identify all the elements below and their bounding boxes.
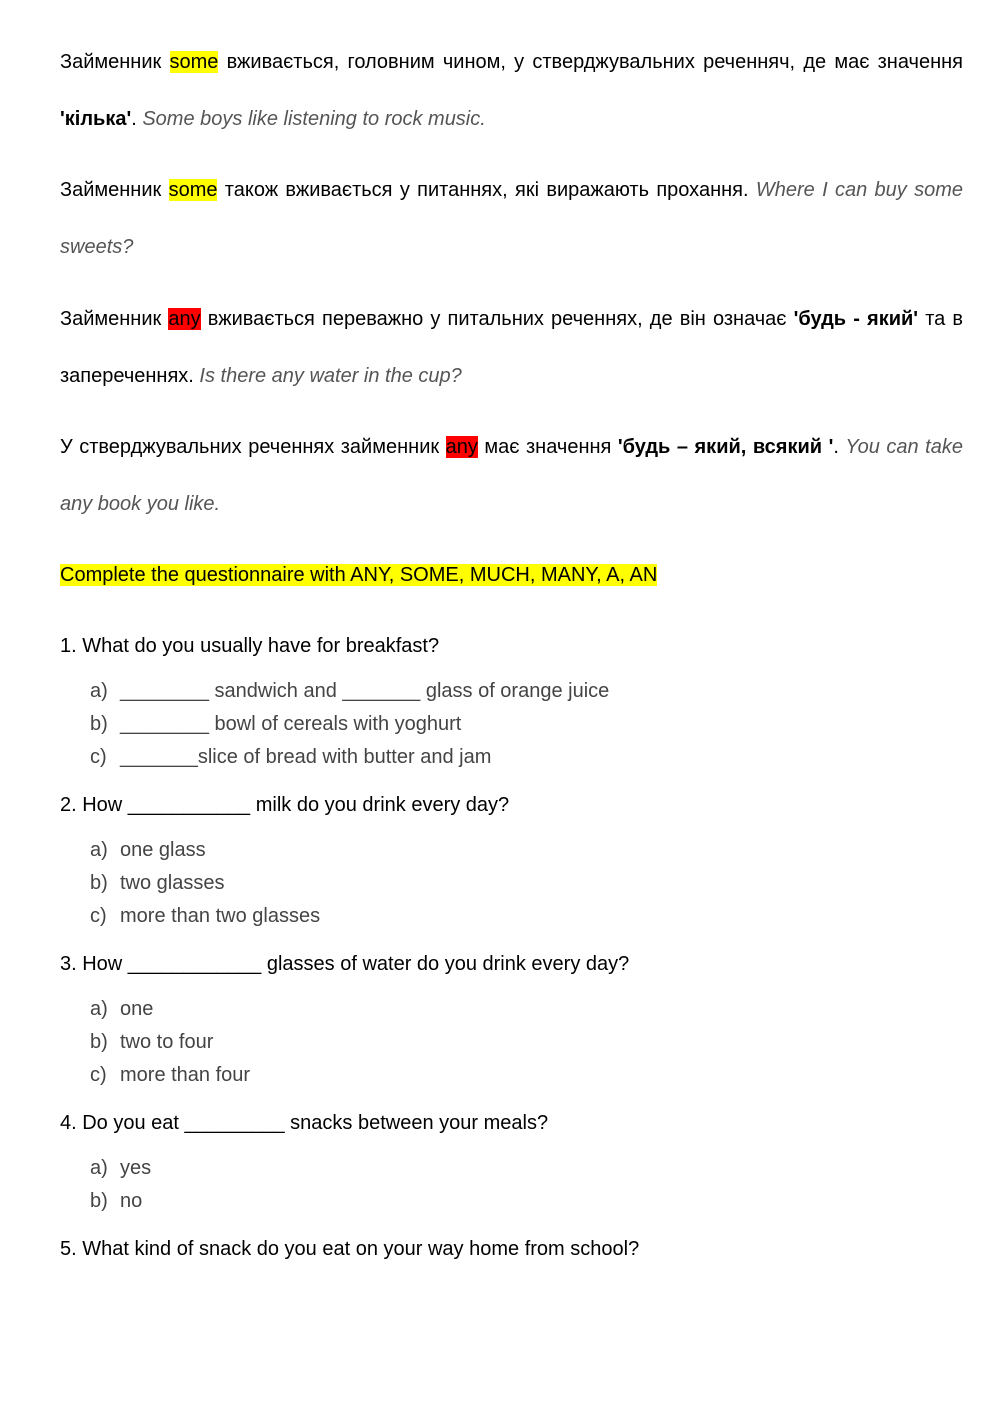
keyword-some-highlight: some — [168, 179, 218, 201]
rule-text: та в запереченнях. — [60, 308, 964, 387]
rule-example: Is there any water in the cup? — [199, 365, 462, 387]
option-letter: a) — [90, 839, 108, 861]
option-text: two glasses — [120, 872, 225, 894]
option-text: two to four — [120, 1031, 214, 1053]
option-letter: a) — [90, 1157, 108, 1179]
option-text: ________ sandwich and _______ glass of orange juice — [120, 680, 610, 702]
question-4-options — [90, 1152, 151, 1218]
rule-paragraph-any-1 — [60, 291, 963, 405]
question-3-options — [90, 993, 250, 1092]
option-text: more than two glasses — [120, 905, 321, 927]
rule-text: У стверджувальних реченнях займенник — [60, 436, 446, 458]
rule-text: Займенник — [60, 179, 169, 201]
option-letter: a) — [90, 680, 108, 702]
rule-text: має значення — [477, 436, 618, 458]
rule-text: Займенник — [60, 308, 169, 330]
option-item[interactable] — [90, 708, 609, 741]
question-3: 3. How ____________ glasses of water do you drink every day? — [60, 953, 630, 975]
option-item[interactable] — [90, 900, 320, 933]
question-4: 4. Do you eat _________ snacks between your meals? — [60, 1112, 549, 1134]
keyword-any-highlight: any — [168, 308, 201, 330]
option-text: ________ bowl of cereals with yoghurt — [120, 713, 462, 735]
option-letter: b) — [90, 1190, 108, 1212]
option-text: more than four — [120, 1064, 251, 1086]
keyword-any-highlight: any — [445, 436, 478, 458]
option-item[interactable] — [90, 741, 609, 774]
option-item[interactable] — [90, 1059, 250, 1092]
option-text: _______slice of bread with butter and jam — [120, 746, 492, 768]
option-item[interactable] — [90, 1152, 151, 1185]
rule-text: вживається переважно у питальних реченнях, де він означає — [200, 308, 794, 330]
option-letter: b) — [90, 872, 108, 894]
question-5: 5. What kind of snack do you eat on your way home from school? — [60, 1238, 640, 1260]
option-text: one glass — [120, 839, 206, 861]
instruction-highlight: Complete the questionnaire with ANY, SOME, MUCH, MANY, A, AN — [60, 564, 658, 586]
rule-text: Займенник — [60, 51, 170, 73]
rule-paragraph-any-2 — [60, 419, 963, 533]
question-2: 2. How ___________ milk do you drink every day? — [60, 794, 510, 816]
rule-text: . — [833, 436, 846, 458]
option-item[interactable] — [90, 1185, 151, 1218]
rule-example: Where I can buy some sweets? — [60, 179, 963, 258]
option-text: no — [120, 1190, 143, 1212]
rule-example: Some boys like listening to rock music. — [142, 108, 486, 130]
option-letter: b) — [90, 713, 108, 735]
option-item[interactable] — [90, 993, 250, 1026]
option-item[interactable] — [90, 675, 609, 708]
option-letter: b) — [90, 1031, 108, 1053]
rule-text: вживається, головним чином, у стверджувальних реченняч, де має значення — [218, 51, 964, 73]
option-letter: c) — [90, 905, 107, 927]
rule-example: You can take any book you like. — [60, 436, 963, 515]
question-1-options — [90, 675, 609, 774]
exercise-instruction — [60, 561, 657, 589]
option-letter: c) — [90, 1064, 107, 1086]
option-text: yes — [120, 1157, 152, 1179]
keyword-some-highlight: some — [169, 51, 219, 73]
question-2-options — [90, 834, 320, 933]
option-letter: a) — [90, 998, 108, 1020]
rule-meaning: 'будь – який, всякий ' — [617, 436, 834, 458]
rule-text: також вживається у питаннях, які виражають прохання. — [217, 179, 756, 201]
option-letter: c) — [90, 746, 107, 768]
option-text: one — [120, 998, 154, 1020]
option-item[interactable] — [90, 867, 320, 900]
rule-paragraph-some-1 — [60, 34, 963, 148]
rule-meaning: 'кілька' — [60, 108, 132, 130]
rule-paragraph-some-2 — [60, 162, 963, 276]
option-item[interactable] — [90, 1026, 250, 1059]
rule-meaning: 'будь - який' — [793, 308, 919, 330]
option-item[interactable] — [90, 834, 320, 867]
rule-text: . — [131, 108, 143, 130]
question-1: 1. What do you usually have for breakfast? — [60, 635, 440, 657]
